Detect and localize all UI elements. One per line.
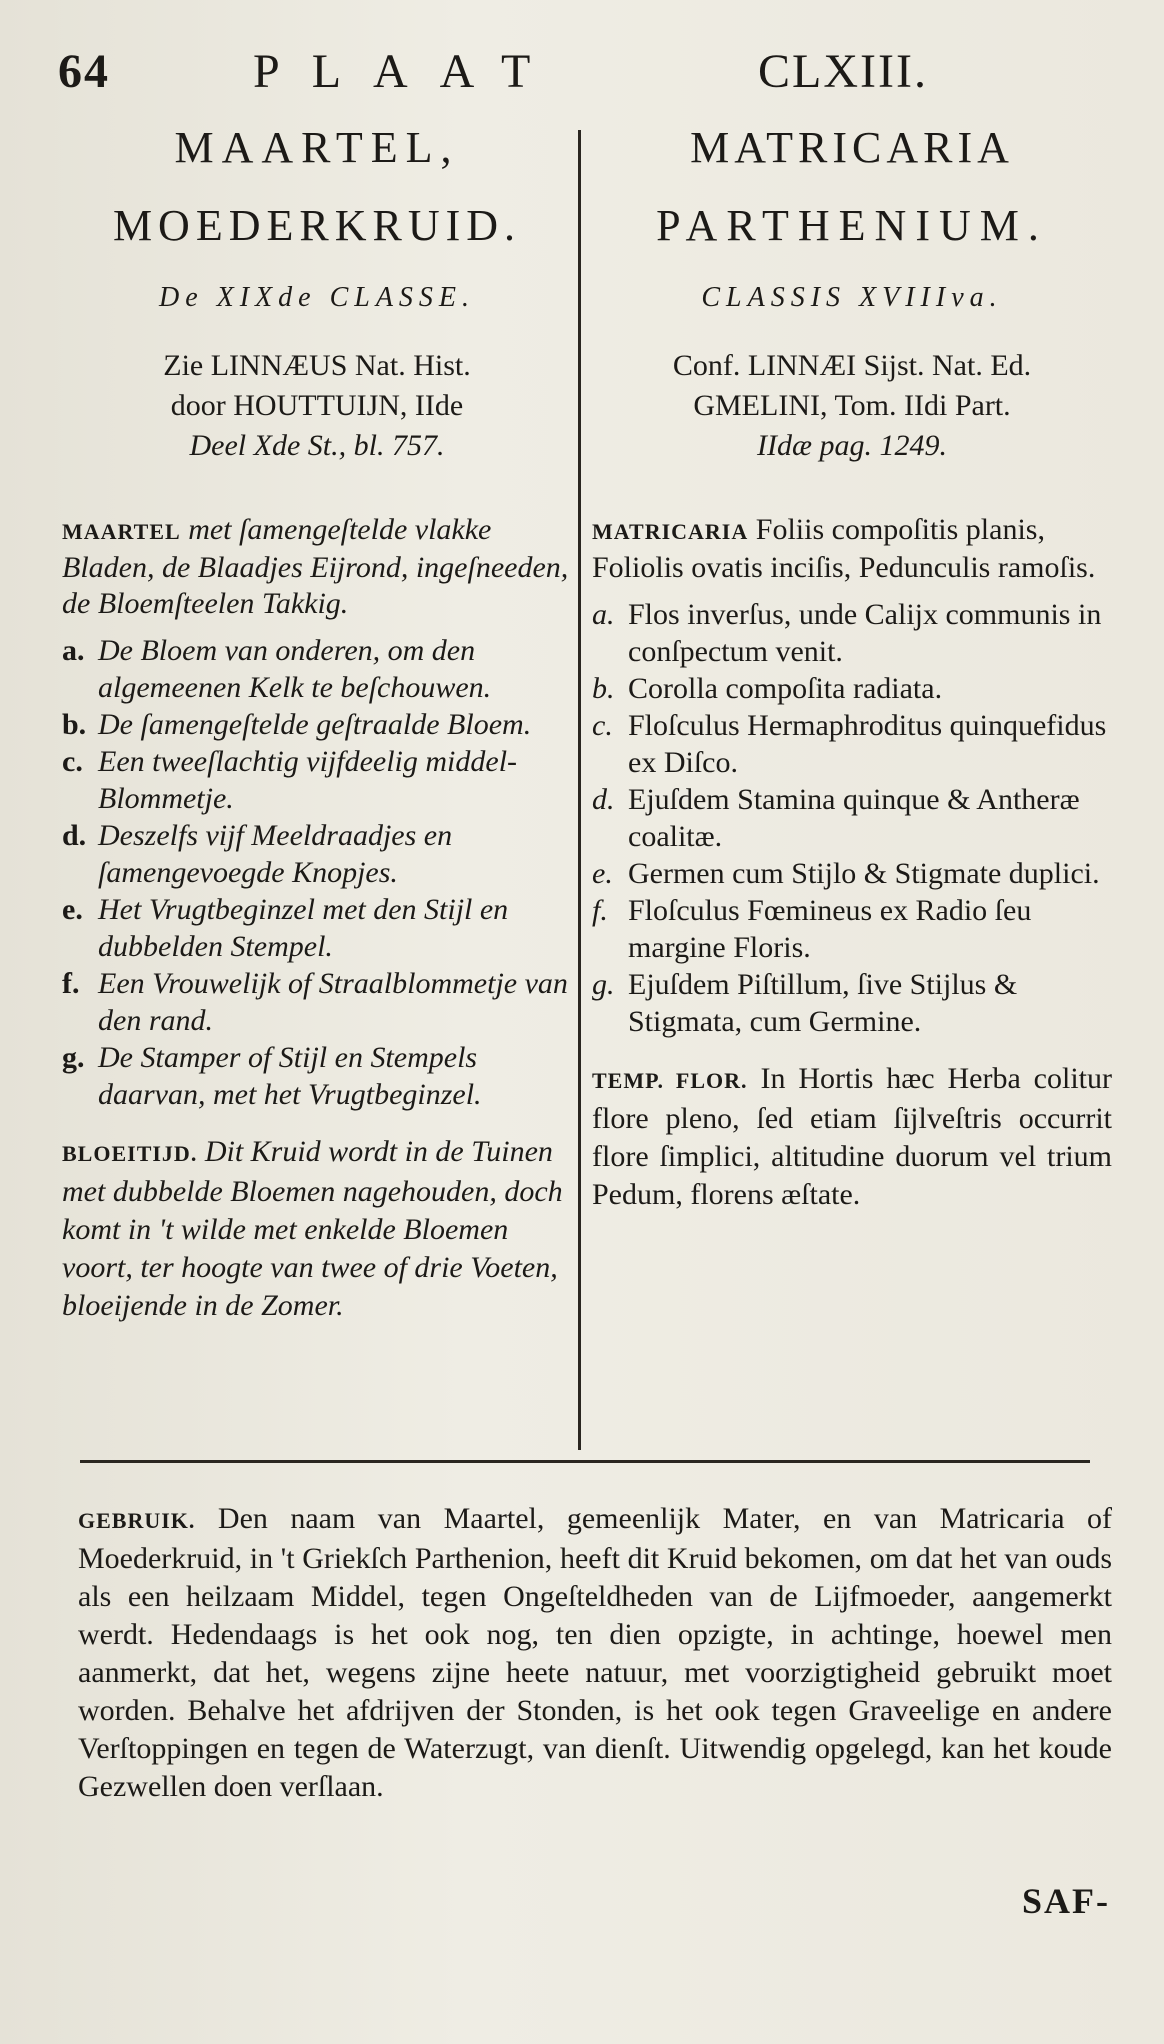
item-label: f. bbox=[592, 894, 608, 927]
item-label: a. bbox=[62, 634, 85, 667]
list-item bbox=[592, 707, 1112, 781]
item-text: Germen cum Stijlo & Stigmate duplici. bbox=[628, 857, 1100, 890]
item-label: f. bbox=[62, 967, 80, 1000]
item-text: De Bloem van onderen, om den algemeenen Kelk te beſchouwen. bbox=[98, 634, 492, 704]
page-number: 64 bbox=[58, 45, 110, 98]
latin-flowering bbox=[592, 1060, 1112, 1214]
item-text: Het Vrugtbeginzel met den Stijl en dubbelden Stempel. bbox=[98, 893, 509, 963]
dutch-reference-line: Zie LINNÆUS Nat. Hist. bbox=[163, 349, 471, 382]
item-label: c. bbox=[62, 745, 83, 778]
dutch-figure-list bbox=[62, 632, 572, 1113]
dutch-flowering-body: Dit Kruid wordt in de Tuinen met dubbelde Bloemen nagehouden, doch komt in 't wilde met enkelde Bloemen voort, ter hoogte van twee of drie Voeten, bloeijende in de Zomer. bbox=[62, 1135, 563, 1322]
dutch-description-body: met ſamengeſtelde vlakke Bladen, de Blaadjes Eijrond, ingeſneeden, de Bloemſteelen Takkig. bbox=[62, 513, 569, 620]
latin-description-body: Foliis compoſitis planis, Foliolis ovatis inciſis, Pedunculis ramoſis. bbox=[592, 513, 1096, 584]
list-item bbox=[62, 1039, 572, 1113]
item-text: Flos inverſus, unde Calijx communis in conſpectum venit. bbox=[628, 598, 1102, 668]
item-label: e. bbox=[62, 893, 83, 926]
horizontal-rule bbox=[80, 1460, 1090, 1463]
latin-description-lead: MATRICARIA bbox=[592, 519, 749, 544]
dutch-reference-line: door HOUTTUIJN, IIde bbox=[170, 389, 464, 422]
item-text: De Stamper of Stijl en Stempels daarvan, met het Vrugtbeginzel. bbox=[98, 1041, 482, 1111]
item-label: g. bbox=[62, 1041, 85, 1074]
dutch-class: De XIXde CLASSE. bbox=[158, 282, 476, 313]
usage-body: Den naam van Maartel, gemeenlijk Mater, en van Matricaria of Moederkruid, in 't Griekſch Parthenion, heeft dit Kruid bekomen, om dat het van ouds als een heilzaam Middel, tegen Ongeſteldheden van de Lijfmoeder, aangemerkt werdt. Hedendaags is het ook nog, ten dien opzigte, in achtinge, hoewel men aanmerkt, dat het, wegens zijne heete natuur, met voorzigtigheid gebruikt moet worden. Behalve het afdrijven der Stonden, is het ook tegen Graveelige en andere Verſtoppingen en tegen de Waterzugt, van dienſt. Uitwendig opgelegd, kan het koude Gezwellen doen verſlaan. bbox=[78, 1502, 1112, 1803]
item-label: b. bbox=[592, 672, 615, 705]
latin-flowering-lead: TEMP. FLOR. bbox=[592, 1068, 748, 1093]
list-item bbox=[62, 817, 572, 891]
item-label: d. bbox=[592, 783, 615, 816]
latin-column bbox=[592, 120, 1112, 1214]
item-text: Ejuſdem Stamina quinque & Antheræ coalitæ. bbox=[628, 783, 1080, 853]
catchword: SAF- bbox=[1022, 1881, 1110, 1921]
item-label: e. bbox=[592, 857, 613, 890]
item-text: Floſculus Fœmineus ex Radio ſeu margine Floris. bbox=[628, 894, 1032, 964]
column-divider bbox=[578, 130, 581, 1450]
latin-title: MATRICARIA bbox=[690, 123, 1014, 172]
item-label: d. bbox=[62, 819, 87, 852]
list-item bbox=[592, 966, 1112, 1040]
list-item bbox=[592, 670, 1112, 707]
dutch-flowering bbox=[62, 1133, 572, 1325]
dutch-reference-line: Deel Xde St., bl. 757. bbox=[189, 429, 445, 462]
latin-reference bbox=[592, 346, 1112, 466]
dutch-column bbox=[62, 120, 572, 1325]
dutch-flowering-lead: BLOEITIJD. bbox=[62, 1141, 198, 1166]
dutch-title: MAARTEL, bbox=[174, 123, 460, 172]
latin-class: CLASSIS XVIIIva. bbox=[701, 282, 1003, 313]
list-item bbox=[592, 892, 1112, 966]
latin-description bbox=[592, 512, 1112, 586]
usage-lead: GEBRUIK. bbox=[78, 1508, 196, 1533]
list-item bbox=[62, 965, 572, 1039]
latin-reference-line: Conf. LINNÆI Sijst. Nat. Ed. bbox=[672, 349, 1032, 382]
latin-reference-line: IIdæ pag. 1249. bbox=[757, 429, 947, 462]
latin-flowering-body: In Hortis hæc Herba colitur flore pleno, ſed etiam ſijlveſtris occurrit flore ſimplici, altitudine duorum vel trium Pedum, florens æſtate. bbox=[592, 1062, 1112, 1211]
item-label: a. bbox=[592, 598, 615, 631]
list-item bbox=[62, 891, 572, 965]
item-label: g. bbox=[592, 968, 615, 1001]
list-item bbox=[592, 781, 1112, 855]
list-item bbox=[62, 706, 572, 743]
latin-figure-list bbox=[592, 596, 1112, 1040]
plate-label: PLAAT bbox=[253, 45, 563, 98]
dutch-description-lead: MAARTEL bbox=[62, 519, 181, 544]
item-text: Corolla compoſita radiata. bbox=[628, 672, 943, 705]
item-label: c. bbox=[592, 709, 613, 742]
list-item bbox=[62, 632, 572, 706]
item-text: Een tweeſlachtig vijfdeelig middel-Blommetje. bbox=[98, 745, 518, 815]
item-text: Deszelfs vijf Meeldraadjes en ſamengevoegde Knopjes. bbox=[98, 819, 453, 889]
item-text: Ejuſdem Piſtillum, ſive Stijlus & Stigmata, cum Germine. bbox=[628, 968, 1018, 1038]
plate-number: CLXIII. bbox=[758, 45, 928, 98]
item-text: Een Vrouwelijk of Straalblommetje van den rand. bbox=[98, 967, 568, 1037]
latin-subtitle: PARTHENIUM. bbox=[656, 201, 1048, 250]
page-header bbox=[58, 44, 1124, 104]
list-item bbox=[592, 855, 1112, 892]
list-item bbox=[62, 743, 572, 817]
item-label: b. bbox=[62, 708, 87, 741]
item-text: Floſculus Hermaphroditus quinquefidus ex Diſco. bbox=[628, 709, 1107, 779]
dutch-subtitle: MOEDERKRUID. bbox=[112, 201, 522, 250]
usage-paragraph bbox=[78, 1500, 1112, 1806]
dutch-description bbox=[62, 512, 572, 622]
list-item bbox=[592, 596, 1112, 670]
item-text: De ſamengeſtelde geſtraalde Bloem. bbox=[98, 708, 532, 741]
latin-reference-line: GMELINI, Tom. IIdi Part. bbox=[693, 389, 1011, 422]
dutch-reference bbox=[62, 346, 572, 466]
